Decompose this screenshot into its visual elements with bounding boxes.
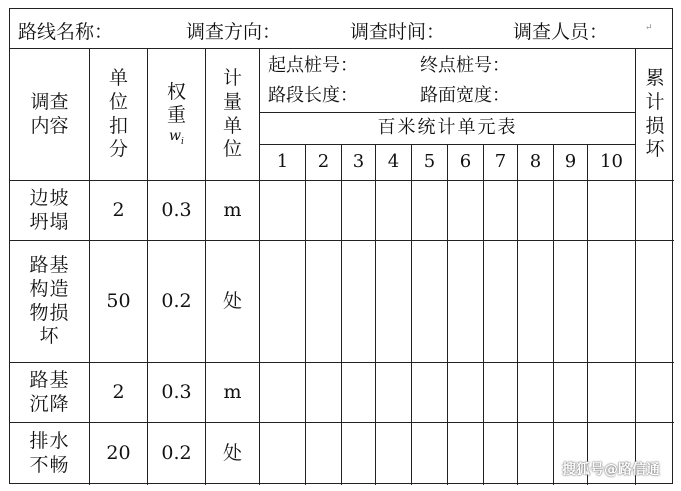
row-unit-entry-cell[interactable] <box>306 181 342 241</box>
row-unit-entry-cell[interactable] <box>260 241 306 363</box>
row-content-line: 路基 <box>29 254 70 276</box>
row-unit-cell: m <box>206 181 260 241</box>
row-content-cell <box>10 241 90 363</box>
row-unit-entry-cell[interactable] <box>306 241 342 363</box>
row-unit-entry-cell[interactable] <box>376 181 412 241</box>
unit-number-3: 3 <box>342 145 376 181</box>
row-unit-entry-cell[interactable] <box>588 181 636 241</box>
row-unit-cell: m <box>206 363 260 423</box>
row-unit-entry-cell[interactable] <box>412 363 448 423</box>
row-unit-entry-cell[interactable] <box>448 181 484 241</box>
row-content-line: 坍塌 <box>29 210 70 233</box>
row-unit-entry-cell[interactable] <box>342 181 376 241</box>
row-unit-entry-cell[interactable] <box>448 241 484 363</box>
weight-symbol: $w_i$ <box>169 128 184 148</box>
col-header-weight-line-1: 权 <box>166 80 186 103</box>
unit-number-6: 6 <box>448 145 484 181</box>
row-unit-entry-cell[interactable] <box>588 363 636 423</box>
row-content-line: 坏 <box>39 325 60 348</box>
row-content-line: 沉降 <box>29 392 70 415</box>
col-header-cumulative-line-3: 损 <box>645 114 665 137</box>
row-unit-entry-cell[interactable] <box>554 241 588 363</box>
unit-number-7: 7 <box>484 145 518 181</box>
col-header-content <box>10 49 90 181</box>
row-unit-entry-cell[interactable] <box>342 423 376 485</box>
unit-number-5: 5 <box>412 145 448 181</box>
pavement-width-label: 路面宽度： <box>420 85 510 106</box>
section-length-label: 路段长度： <box>268 85 358 106</box>
unit-number-4: 4 <box>376 145 412 181</box>
row-deduct-cell: 2 <box>90 363 148 423</box>
row-weight-cell: 0.2 <box>148 241 206 363</box>
col-header-unit-deduct-line-3: 扣 <box>108 114 128 137</box>
row-unit-entry-cell[interactable] <box>376 241 412 363</box>
survey-time-label: 调查时间： <box>350 21 446 43</box>
col-header-unit-deduct <box>90 49 148 181</box>
row-unit-entry-cell[interactable] <box>412 241 448 363</box>
row-unit-cell: 处 <box>206 423 260 485</box>
row-content-line: 排水 <box>29 430 70 453</box>
row-content-line: 构造 <box>29 277 70 300</box>
row-unit-entry-cell[interactable] <box>260 363 306 423</box>
unit-number-10: 10 <box>588 145 636 181</box>
col-header-content-line-2: 内容 <box>30 114 69 137</box>
unit-number-8: 8 <box>518 145 554 181</box>
end-stake-label: 终点桩号： <box>420 55 510 76</box>
col-header-measure-unit-line-3: 单 <box>222 114 242 137</box>
surveyors-label: 调查人员： <box>513 21 609 43</box>
row-content-cell <box>10 423 90 485</box>
row-unit-entry-cell[interactable] <box>342 241 376 363</box>
row-unit-entry-cell[interactable] <box>306 363 342 423</box>
col-header-unit-deduct-line-4: 分 <box>108 138 128 161</box>
row-content-line: 路基 <box>29 368 70 391</box>
row-unit-entry-cell[interactable] <box>554 363 588 423</box>
row-cumulative-cell[interactable] <box>636 363 674 423</box>
col-header-content-line-1: 调查 <box>30 90 69 113</box>
col-header-unit-deduct-line-2: 位 <box>108 90 128 113</box>
row-content-line: 物损 <box>29 301 70 324</box>
route-name-label: 路线名称： <box>18 21 114 43</box>
watermark-text: 搜狐号@路信通 <box>562 462 660 478</box>
start-stake-label: 起点桩号： <box>268 55 358 76</box>
row-deduct-cell: 50 <box>90 241 148 363</box>
row-weight-cell: 0.2 <box>148 423 206 485</box>
row-content-line: 边坡 <box>29 186 70 209</box>
col-header-measure-unit-line-2: 量 <box>222 90 242 113</box>
row-unit-entry-cell[interactable] <box>518 241 554 363</box>
col-header-measure-unit <box>206 49 260 181</box>
col-header-cumulative-line-1: 累 <box>645 67 665 89</box>
col-header-weight-line-2: 重 <box>166 104 186 127</box>
row-unit-entry-cell[interactable] <box>484 181 518 241</box>
col-header-measure-unit-line-4: 位 <box>222 138 242 161</box>
row-unit-entry-cell[interactable] <box>484 423 518 485</box>
unit-number-9: 9 <box>554 145 588 181</box>
col-header-unit-deduct-line-1: 单 <box>108 67 128 89</box>
row-unit-entry-cell[interactable] <box>260 181 306 241</box>
row-unit-entry-cell[interactable] <box>342 363 376 423</box>
row-unit-entry-cell[interactable] <box>376 363 412 423</box>
row-unit-cell: 处 <box>206 241 260 363</box>
col-header-cumulative-line-2: 计 <box>645 90 665 113</box>
row-unit-entry-cell[interactable] <box>518 363 554 423</box>
row-weight-cell: 0.3 <box>148 181 206 241</box>
unit-table-title: 百米统计单元表 <box>260 113 636 145</box>
col-header-measure-unit-line-1: 计 <box>222 67 242 89</box>
unit-number-1: 1 <box>260 145 306 181</box>
col-header-cumulative-damage <box>636 49 674 181</box>
row-deduct-cell: 2 <box>90 181 148 241</box>
form-header-row: 路线名称： 调查方向： 调查时间： 调查人员： ↵ <box>10 9 672 49</box>
row-content-cell <box>10 181 90 241</box>
row-weight-cell: 0.3 <box>148 363 206 423</box>
row-unit-entry-cell[interactable] <box>554 181 588 241</box>
row-unit-entry-cell[interactable] <box>518 181 554 241</box>
row-unit-entry-cell[interactable] <box>518 423 554 485</box>
row-content-cell <box>10 363 90 423</box>
survey-direction-label: 调查方向： <box>186 21 282 43</box>
row-unit-entry-cell[interactable] <box>484 363 518 423</box>
row-unit-entry-cell[interactable] <box>484 241 518 363</box>
unit-number-2: 2 <box>306 145 342 181</box>
row-unit-entry-cell[interactable] <box>412 181 448 241</box>
stake-info-block <box>260 49 636 113</box>
row-content-line: 不畅 <box>29 454 70 476</box>
row-unit-entry-cell[interactable] <box>588 241 636 363</box>
col-header-cumulative-line-4: 坏 <box>645 138 665 161</box>
row-unit-entry-cell[interactable] <box>376 423 412 485</box>
row-unit-entry-cell[interactable] <box>260 423 306 485</box>
survey-form-table <box>9 8 673 484</box>
col-header-weight <box>148 49 206 181</box>
row-unit-entry-cell[interactable] <box>448 363 484 423</box>
row-unit-entry-cell[interactable] <box>412 423 448 485</box>
row-unit-entry-cell[interactable] <box>448 423 484 485</box>
row-cumulative-cell[interactable] <box>636 181 674 241</box>
row-unit-entry-cell[interactable] <box>306 423 342 485</box>
row-cumulative-cell[interactable] <box>636 241 674 363</box>
row-deduct-cell: 20 <box>90 423 148 485</box>
